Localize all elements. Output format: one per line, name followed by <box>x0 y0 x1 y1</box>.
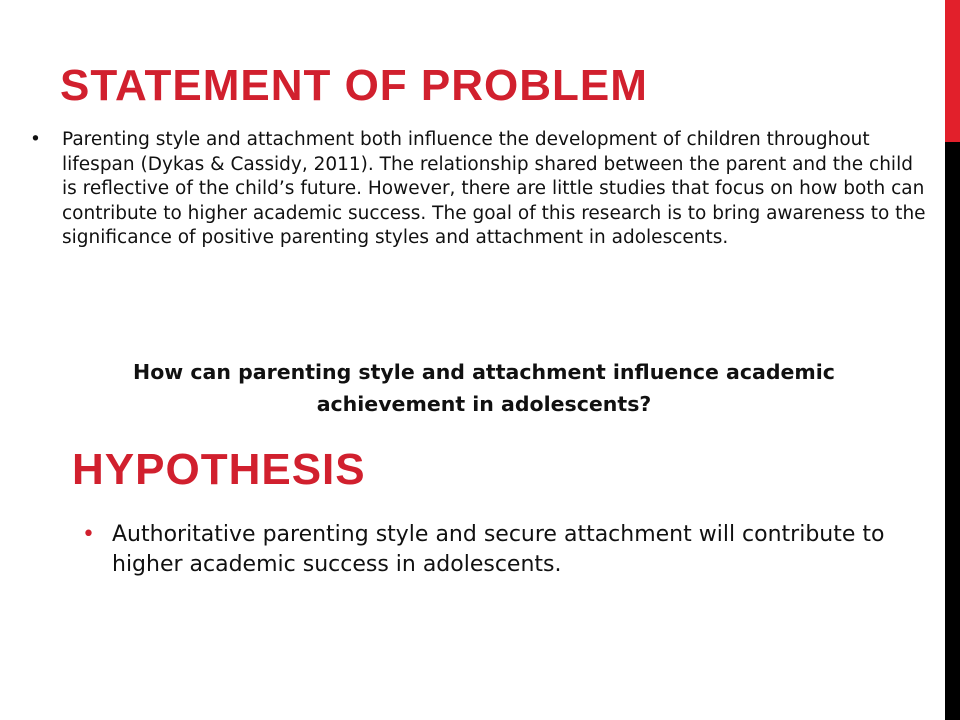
side-accent-bar-red <box>945 0 960 142</box>
hypothesis-title: HYPOTHESIS <box>72 445 366 494</box>
bullet-icon: • <box>82 522 95 547</box>
research-question: How can parenting style and attachment influence academic achievement in adolescents? <box>133 360 835 416</box>
statement-bullet-list <box>30 128 930 251</box>
hypothesis-text: Authoritative parenting style and secure attachment will contribute to higher academic success in adolescents. <box>112 522 885 577</box>
bullet-icon: • <box>30 129 41 150</box>
list-item <box>30 128 930 251</box>
list-item <box>82 520 912 580</box>
statement-text: Parenting style and attachment both influence the development of children throughout lifespan (Dykas & Cassidy, 2011). The relationship shared between the parent and the child is reflective of the child’s future. However, there are little studies that focus on how both can contribute to higher academic success. The goal of this research is to bring awareness to the significance of positive parenting styles and attachment in adolescents. <box>62 129 926 248</box>
hypothesis-bullet-list <box>82 520 912 580</box>
side-accent-bar-black <box>945 142 960 720</box>
statement-title: STATEMENT OF PROBLEM <box>60 61 648 110</box>
